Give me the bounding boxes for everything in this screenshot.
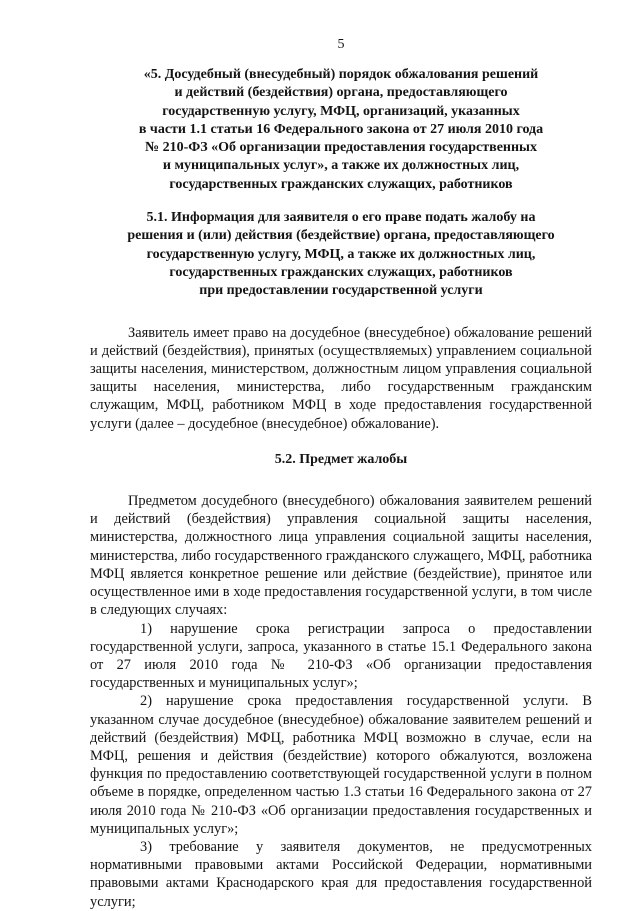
section-5-2-intro: Предметом досудебного (внесудебного) обжалования заявителем решений и действий (бездействия) управления социальной защиты населения, министерства, должностного лица управления социальной защиты населения, министерства, либо государственного гражданского служащего, МФЦ, работника МФЦ является конкретное решение или действие (бездействие), принятое или осуществленное ими в ходе предоставления государственной услуги, в том числе в следующих случаях: (90, 493, 592, 619)
heading-line: государственную услугу, МФЦ, организаций, указанных (162, 103, 520, 119)
section-5-2-heading: 5.2. Предмет жалобы (274, 451, 408, 467)
heading-line: и муниципальных услуг», а также их должностных лиц, (162, 158, 520, 174)
heading-line: государственных гражданских служащих, работников (169, 176, 513, 192)
section-5-1-heading (90, 209, 592, 300)
heading-line: государственную услугу, МФЦ, а также их должностных лиц, (146, 246, 536, 262)
heading-line: решения и (или) действия (бездействие) органа, предоставляющего (127, 228, 555, 244)
heading-line: № 210-ФЗ «Об организации предоставления государственных (145, 140, 537, 156)
heading-line: 5.1. Информация для заявителя о его праве подать жалобу на (146, 210, 536, 226)
heading-line: в части 1.1 статьи 16 Федерального закона от 27 июля 2010 года (138, 121, 544, 137)
section-5-heading (90, 66, 592, 194)
heading-line: государственных гражданских служащих, работников (169, 264, 513, 280)
section-5-1-paragraph: Заявитель имеет право на досудебное (внесудебное) обжалование решений и действий (бездействия), принятых (осуществляемых) управлением социальной защиты населения, министерством, должностным лицом управления социальной защиты населения, министерства, либо государственным гражданским служащим, МФЦ, работником МФЦ в ходе предоставления государственной услуги (далее – досудебное (внесудебное) обжалование). (90, 324, 592, 432)
heading-line: при предоставлении государственной услуги (199, 283, 483, 299)
list-item: 1) нарушение срока регистрации запроса о предоставлении государственной услуги, запроса, указанного в статье 15.1 Федерального закона от 27 июля 2010 года № 210-ФЗ «Об организации предоставления государственных и муниципальных услуг»; (90, 620, 592, 692)
list-item: 3) требование у заявителя документов, не предусмотренных нормативными правовыми актами Российской Федерации, нормативными правовыми актами Краснодарского края для предоставления государственной услуги; (90, 838, 592, 910)
heading-line: «5. Досудебный (внесудебный) порядок обжалования решений (143, 67, 539, 82)
list-item: 2) нарушение срока предоставления государственной услуги. В указанном случае досудебное (внесудебное) обжалование заявителем решений и действий (бездействия) МФЦ, работника МФЦ возможно в случае, если на МФЦ, решения и действия (бездействие) которого обжалуются, возложена функция по предоставлению соответствующей государственной услуги в полном объеме в порядке, определенном частью 1.3 статьи 16 Федерального закона от 27 июля 2010 года № 210-ФЗ «Об организации предоставления государственных и муниципальных услуг»; (90, 693, 592, 837)
heading-line: и действий (бездействия) органа, предоставляющего (174, 85, 508, 101)
page-number: 5 (337, 37, 345, 52)
